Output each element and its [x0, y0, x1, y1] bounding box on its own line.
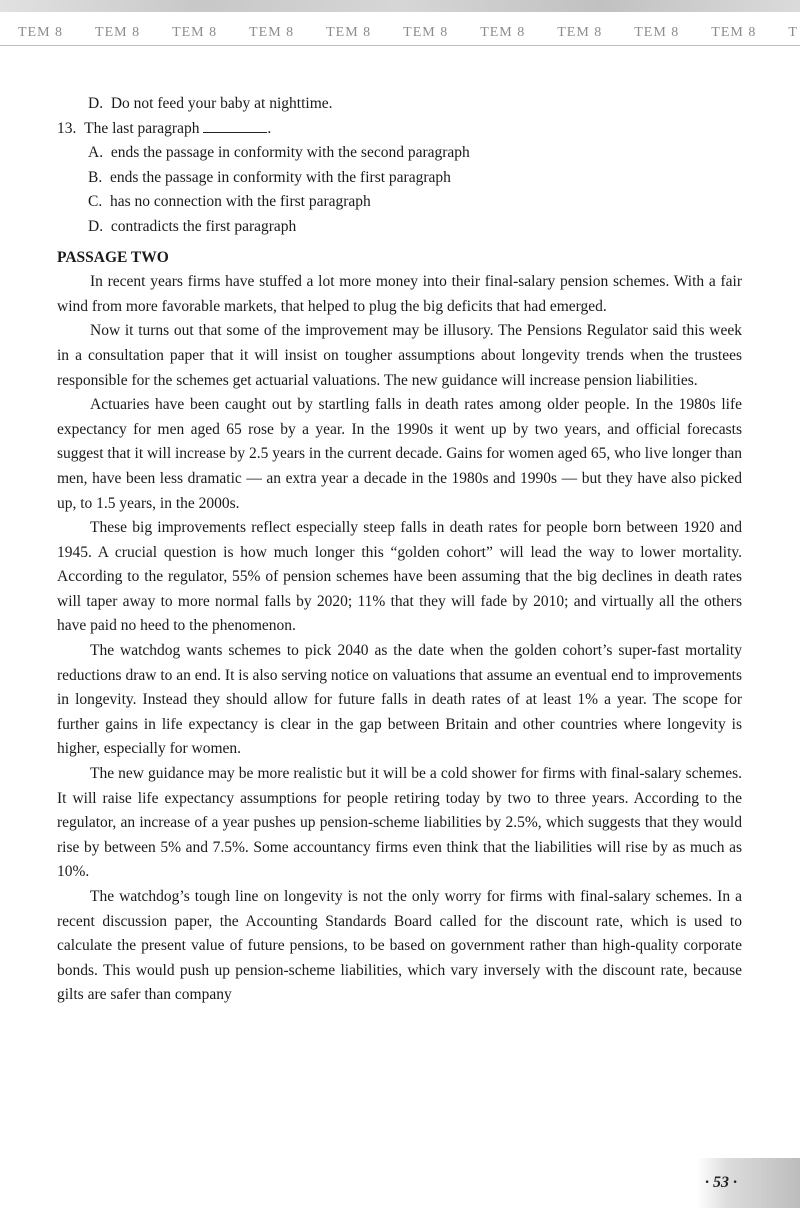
question-13-option-c: C. has no connection with the first paragraph — [88, 193, 371, 211]
header-label: TEM 8 — [403, 24, 449, 40]
option-d-prev: D. Do not feed your baby at nighttime. — [88, 95, 333, 112]
header-label: TEM 8 — [711, 24, 757, 40]
passage-paragraph: The watchdog wants schemes to pick 2040 as the date when the golden cohort’s super-fast mortality reductions draw to an end. It is also serving notice on valuations that assume an eventual end to improvements in longevity. Instead they should allow for future falls in death rates of at least 1% a year. The scope for further gains in life expectancy is clear in the gap between Britain and other countries where longevity is higher, especially for women. — [57, 642, 742, 758]
header-label: TEM 8 — [326, 24, 372, 40]
header-label: TEM 8 — [480, 24, 526, 40]
passage-paragraph: The watchdog’s tough line on longevity is not the only worry for firms with final-salary schemes. In a recent discussion paper, the Accounting Standards Board called for the discount rate, which is used to calculate the present value of future pensions, to be based on government rather than high-quality corporate bonds. This would push up pension-scheme liabilities, which vary inversely with the discount rate, because gilts are safer than company — [57, 888, 742, 1004]
question-13-option-b: B. ends the passage in conformity with the first paragraph — [88, 168, 451, 186]
question-13-stem — [57, 117, 742, 142]
question-13-end: . — [267, 119, 272, 137]
scan-top-band — [0, 0, 800, 12]
page-content — [57, 92, 742, 1008]
passage-paragraph: Actuaries have been caught out by startling falls in death rates among older people. In the 1980s life expectancy for men aged 65 rose by a year. In the 1990s it went up by two years, and official forecasts suggest that it will increase by 2.5 years in the current decade. Gains for women aged 65, who live longer than men, have been less dramatic — an extra year a decade in the 1980s and 1990s — but they have also picked up, to 1.5 years, in the 2000s. — [57, 396, 742, 512]
answer-blank — [203, 118, 267, 133]
passage-paragraph: The new guidance may be more realistic but it will be a cold shower for firms with final-salary schemes. It will raise life expectancy assumptions for people retiring today by two to three years. According to the regulator, an increase of a year pushes up pension-scheme liabilities by 2.5%, which suggests that they would rise by between 5% and 7.5%. Some accountancy firms even think that the liabilities will rise by as much as 10%. — [57, 765, 742, 881]
header-label: TEM 8 — [18, 24, 64, 40]
passage-paragraph: Now it turns out that some of the improvement may be illusory. The Pensions Regulator said this week in a consultation paper that it will insist on tougher assumptions about longevity trends when the trustees responsible for the schemes get actuarial valuations. The new guidance will increase pension liabilities. — [57, 322, 742, 389]
header-label: T — [788, 24, 798, 40]
header-label: TEM 8 — [249, 24, 295, 40]
question-13-option-d: D. contradicts the first paragraph — [88, 217, 297, 235]
passage-title: PASSAGE TWO — [57, 248, 169, 266]
page-number: · 53 · — [705, 1174, 737, 1191]
header-label: TEM 8 — [95, 24, 141, 40]
question-13-option-a: A. ends the passage in conformity with the second paragraph — [88, 144, 470, 162]
question-13-text: 13. The last paragraph — [57, 119, 204, 137]
passage-paragraph: These big improvements reflect especially steep falls in death rates for people born between 1920 and 1945. A crucial question is how much longer this “golden cohort” will lead the way to lower mortality. According to the regulator, 55% of pension schemes have been assuming that the big declines in death rates will taper away to more normal falls by 2020; 11% that they will fade by 2010; and virtually all the others have paid no heed to the phenomenon. — [57, 519, 742, 635]
header-label: TEM 8 — [634, 24, 680, 40]
passage-paragraph: In recent years firms have stuffed a lot more money into their final-salary pension schemes. With a fair wind from more favorable markets, that helped to plug the big deficits that had emerged. — [57, 273, 742, 315]
running-header — [0, 20, 800, 46]
header-label: TEM 8 — [557, 24, 603, 40]
page-number-tab — [697, 1158, 800, 1208]
header-label: TEM 8 — [172, 24, 218, 40]
